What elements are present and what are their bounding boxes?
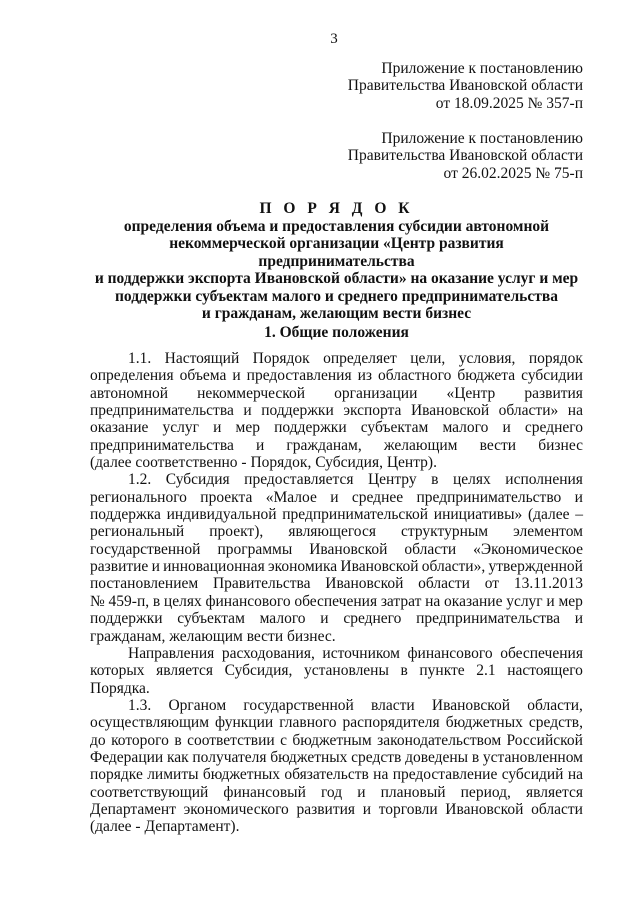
paragraph-line: (далее соответственно - Порядок, Субсидия, Центр). [90,454,437,472]
paragraph-line: государственной программы Ивановской области «Экономическое [90,540,583,558]
appendix-line: Правительства Ивановской области [347,77,583,95]
title-heading: П О Р Я Д О К [259,200,414,217]
paragraph-line: 1.3. Органом государственной власти Ивановской области, [128,696,583,714]
paragraph-line: Департамент экономического развития и торговли Ивановской области [90,800,583,818]
paragraph-line: региональный проект), являющегося структурным элементом [90,523,583,541]
paragraph-line: регионального проекта «Малое и среднее предпринимательство и [90,488,583,506]
paragraph-line: Направления расходования, источником финансового обеспечения [128,644,583,662]
paragraph-line: до которого в соответствии с бюджетным законодательством Российской [90,731,583,749]
paragraph-line: Федерации как получателя бюджетных средств доведены в установленном [90,748,583,766]
paragraph-line: № 459-п, в целях финансового обеспечения затрат на оказание услуг и мер [90,592,583,610]
paragraph-line: гражданам, желающим вести бизнес. [90,627,336,645]
document-body [90,350,583,836]
paragraph-line: Порядка. [90,679,150,697]
paragraph-line: 1.1. Настоящий Порядок определяет цели, условия, порядок [128,350,583,367]
appendix-original [348,130,583,182]
subtitle-line: и поддержки экспорта Ивановской области» на оказание услуг и мер [94,270,579,287]
subtitle-line: и гражданам, желающим вести бизнес [201,305,472,322]
document-title [90,200,583,323]
paragraph-line: 1.2. Субсидия предоставляется Центру в целях исполнения [128,471,583,489]
paragraph-line: определения объема и предоставления из областного бюджета субсидии [90,367,583,385]
paragraph-line: осуществляющим функции главного распорядителя бюджетных средств, [90,714,583,732]
paragraph-line: постановлением Правительства Ивановской области от 13.11.2013 [90,575,583,593]
subtitle-line: определения объема и предоставления субсидии автономной [123,217,550,235]
paragraph-line: предпринимательства и гражданам, желающим вести бизнес [90,436,583,454]
paragraph-line: поддержки субъектам малого и среднего предпринимательства и [90,610,583,628]
subtitle-line: поддержки субъектам малого и среднего предпринимательства [115,287,558,305]
paragraph-line: оказание услуг и мер поддержки субъектам малого и среднего [90,419,583,437]
paragraph-line: поддержка индивидуальной предпринимательской инициативы» (далее – [90,506,583,524]
page-number: 3 [330,31,338,47]
section-heading: 1. Общие положения [264,324,409,341]
paragraph [90,645,583,697]
paragraph [90,697,583,836]
paragraph-line: которых является Субсидия, установлены в пункте 2.1 настоящего [90,662,583,680]
appendix-line: от 18.09.2025 № 357-п [435,94,583,112]
appendix-line: Приложение к постановлению [381,60,583,77]
appendix-line: Приложение к постановлению [381,130,583,147]
appendix-current [348,60,583,112]
paragraph [90,350,583,471]
paragraph-line: развитие и инновационная экономика Ивановской области», утвержденной [90,558,583,576]
paragraph-line: предпринимательства и поддержки экспорта Ивановской области» на [90,402,583,420]
paragraph-line: соответствующий финансовый год и плановый период, является [90,783,583,801]
appendix-line: Правительства Ивановской области [347,147,583,165]
paragraph-line: (далее - Департамент). [90,818,240,836]
paragraph [90,471,583,644]
subtitle-line: некоммерческой организации «Центр развития предпринимательства [169,235,504,270]
paragraph-line: порядке лимиты бюджетных обязательств на предоставление субсидий на [90,766,583,784]
appendix-line: от 26.02.2025 № 75-п [443,164,583,182]
paragraph-line: автономной некоммерческой организации «Центр развития [90,384,583,402]
